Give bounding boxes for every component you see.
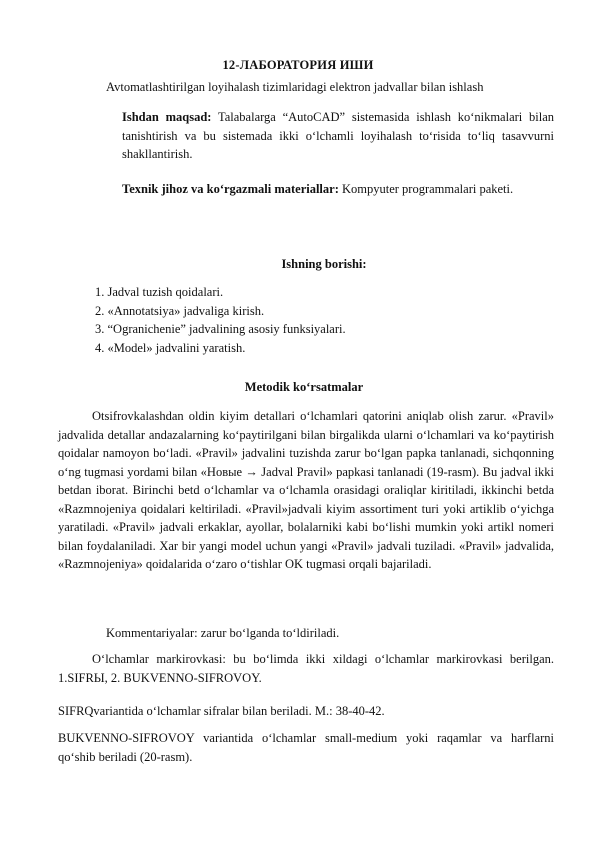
procedure-heading: Ishning borishi:	[281, 257, 367, 271]
goal-text: Talabalarga “AutoCAD” sistemasida ishlash ko‘nikmalari bilan tanishtirish va bu sistemada ikki o‘lchamli loyihalash to‘risida to‘liq tasavvurni shakllantirish.	[122, 110, 554, 161]
lab-title: 12-ЛАБОРАТОРИЯ ИШИ	[222, 58, 374, 72]
method-paragraph-4: BUKVENNO-SIFROVOY variantida o‘lchamlar small-medium yoki raqamlar va harflarni qo‘shib beriladi (20-rasm).	[58, 731, 554, 764]
list-item: 3. “Ogranichenie” jadvalining asosiy funksiyalari.	[95, 322, 346, 336]
procedure-list	[95, 283, 346, 357]
method-paragraph-3: SIFRQvariantida o‘lchamlar sifralar bilan beriladi. M.: 38-40-42.	[58, 704, 385, 718]
equipment-text: Kompyuter programmalari paketi.	[338, 182, 514, 196]
comment-line: Kommentariyalar: zarur bo‘lganda to‘ldiriladi.	[106, 626, 340, 640]
list-item: 2. «Annotatsiya» jadvaliga kirish.	[95, 303, 265, 318]
goal-label: Ishdan maqsad:	[122, 110, 212, 124]
list-item: 4. «Model» jadvalini yaratish.	[95, 340, 246, 355]
equipment-label: Texnik jihoz va ko‘rgazmali materiallar:	[122, 182, 339, 196]
method-paragraph-1: Otsifrovkalashdan oldin kiyim detallari o‘lchamlari qatorini aniqlab olish zarur. «Pravil» jadvalida detallar andazalarning ko‘paytirilgani bilan birgalikda ularni o‘lchamlari va ko‘paytirish qoidalar namoyon bo‘ladi. «Pravil» jadvalini tuzishda zarur bo‘lgan papka tanlanadi, sichqonning o‘ng tugmasi yordami bilan «Новые → Jadval Pravil» papkasi tanlanadi (19-rasm). Bu jadval ikki betdan iborat. Birinchi betd o‘lchamlar va o‘lchamla orasidagi oraliqlar kiritiladi, ikkinchi betda «Razmnojeniya qoidalari keltiriladi. «Pravil»jadvali kiyim assortiment turi yoki artiklib o‘yichga yaratiladi. «Pravil» jadvali erkaklar, ayollar, bolalarniki kabi bo‘lishi mumkin yoki artikl nomeri bilan foydalaniladi. Xar bir yangi model uchun yangi «Pravil» jadvali tuziladi. «Pravil» jadvalida, «Razmnojeniya» qoidalarida o‘zaro o‘tishlar OK tugmasi orqali bajariladi.	[58, 409, 554, 571]
equipment-paragraph	[122, 180, 554, 199]
method-heading: Metodik ko‘rsatmalar	[244, 380, 364, 394]
goal-paragraph	[122, 108, 554, 164]
list-item: 1. Jadval tuzish qoidalari.	[95, 285, 224, 299]
lab-subtitle: Avtomatlashtirilgan loyihalash tizimlaridagi elektron jadvallar bilan ishlash	[106, 80, 484, 94]
method-paragraph-2: O‘lchamlar markirovkasi: bu bo‘limda ikki xildagi o‘lchamlar markirovkasi berilgan. 1.SIFRЫ, 2. BUKVENNO-SIFROVOY.	[58, 652, 554, 685]
